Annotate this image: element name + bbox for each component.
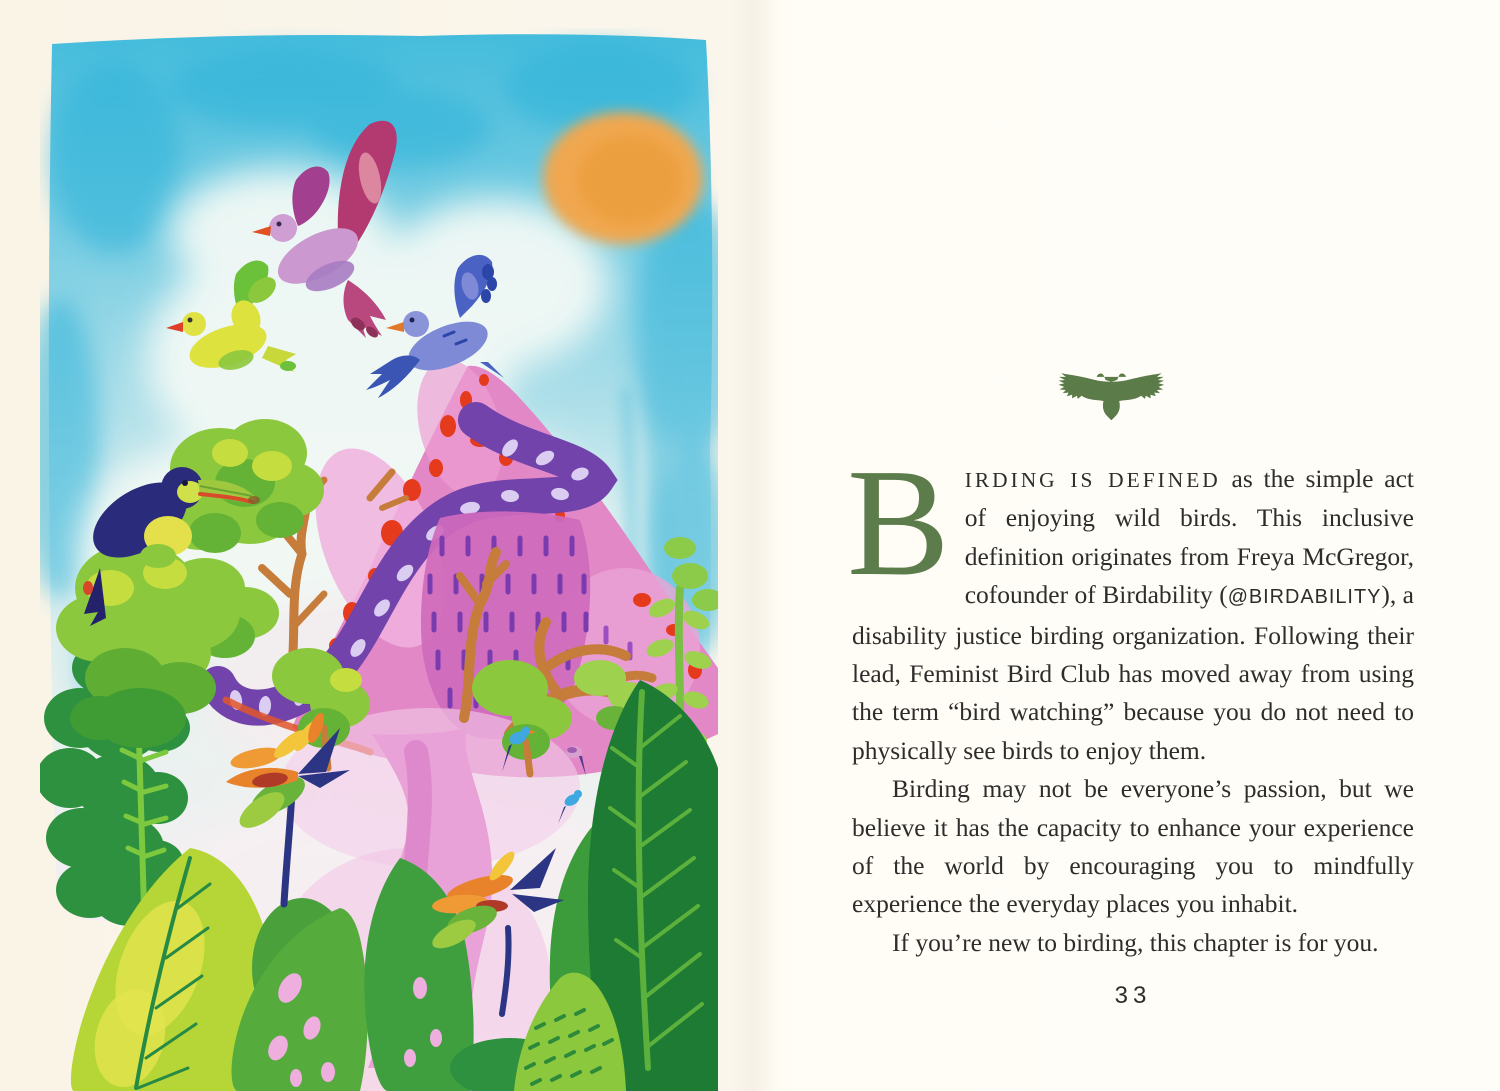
left-page-illustration	[40, 28, 718, 1091]
birdability-handle: @BIRDABILITY	[1227, 586, 1382, 609]
paragraph: Birding may not be everyone’s passion, but we believe it has the capacity to enhance your experience of the world by encouraging you to mindfully experience the everyday places you inhabit.	[852, 774, 1414, 919]
condor-silhouette	[1058, 360, 1194, 420]
lead-in-smallcaps: IRDING IS DEFINED	[964, 468, 1221, 492]
drop-cap: B	[847, 438, 950, 608]
pink-bird-head	[269, 214, 297, 242]
paragraph: If you’re new to birding, this chapter is for you.	[892, 927, 1379, 957]
sun	[543, 112, 703, 244]
paragraph-opening	[847, 438, 1414, 770]
page-number: 33	[1114, 982, 1152, 1009]
toucan-eye	[182, 480, 188, 486]
condor-icon	[1058, 360, 1194, 420]
yellow-bird-head	[182, 312, 206, 336]
blue-bird-head	[403, 311, 429, 337]
illustration-canvas	[40, 28, 718, 1091]
page-spine-shading	[728, 0, 778, 1091]
paragraph-text: as the simple act of enjoying wild birds. This inclusive definition originates from Freya McGregor, cofounder of Birdability (	[964, 464, 1414, 610]
body-text	[847, 438, 1414, 962]
paragraph-text: ), a disability justice birding organization. Following their lead, Feminist Bird Club has moved away from using the term “bird watching” because you do not need to physically see birds to enjoy them.	[852, 580, 1414, 765]
